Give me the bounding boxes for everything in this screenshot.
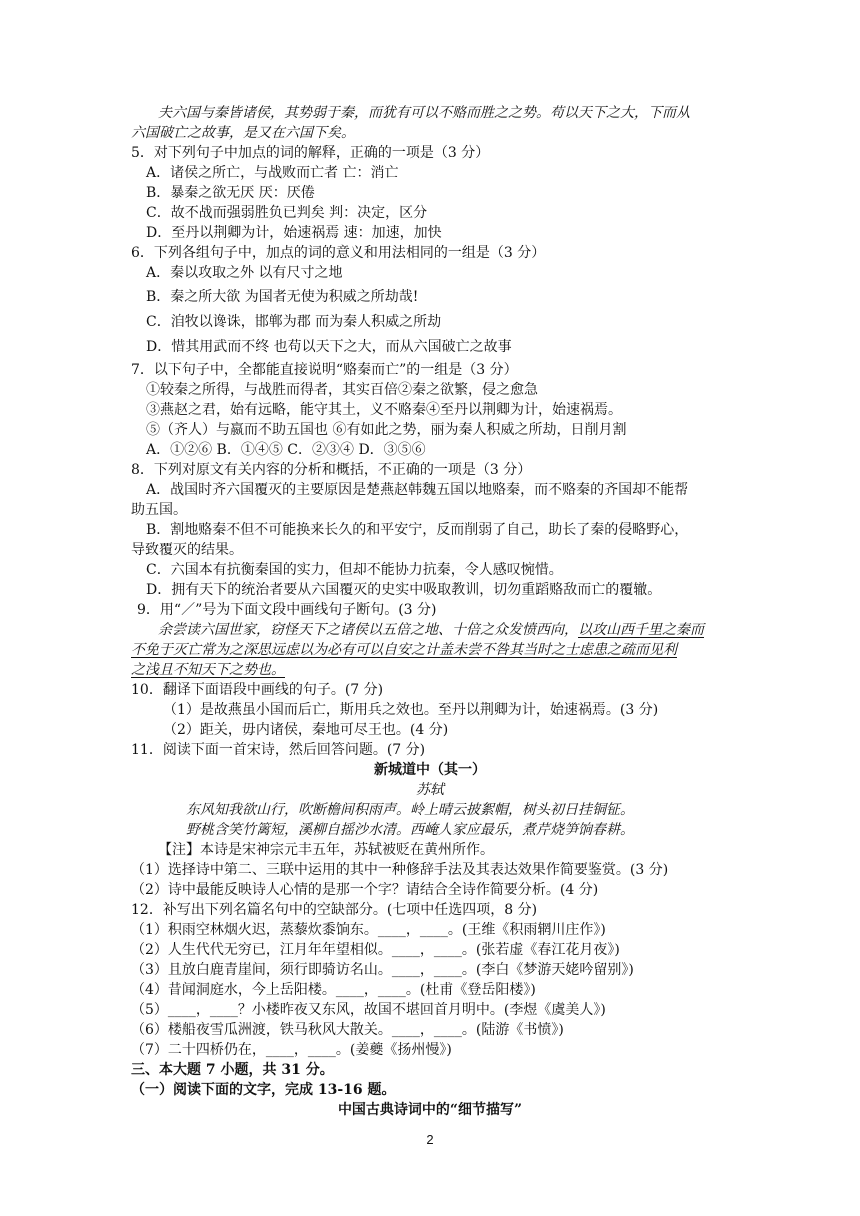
question-9-stem: 9．用“／”号为下面文段中画线句子断句。(3 分) [137,602,437,618]
section-heading: 三、本大题 7 小题，共 31 分。 [131,1062,334,1078]
underlined-passage: 不免于灭亡常为之深思远虑以为必有可以自安之计盖未尝不咎其当时之士虑患之疏而见利 [131,642,677,658]
question-6-stem: 6．下列各组句子中，加点的词的意义和用法相同的一组是（3 分） [131,245,546,261]
option-c: C．故不战而强弱胜负已判矣 判：决定，区分 [146,205,428,221]
question-11-stem: 11．阅读下面一首宋诗，然后回答问题。(7 分) [131,742,426,758]
fill-blank-item: （2）人生代代无穷已，江月年年望相似。____，____。(张若虚《春江花月夜》) [131,942,620,958]
option-b: B．割地赂秦不但不可能换来长久的和平安宁，反而削弱了自己，助长了秦的侵略野心， [146,522,689,538]
answer-options: A．①②⑥ B．①④⑤ C．②③④ D．③⑤⑥ [146,442,426,458]
option-a-cont: 助五国。 [131,502,187,518]
sentence-line: ①较秦之所得，与战胜而得者，其实百倍②秦之欲繁，侵之愈急 [146,382,538,398]
option-a: A．秦以攻取之外 以有尺寸之地 [146,265,343,281]
poem-line: 野桃含笑竹篱短，溪柳自摇沙水清。西崦人家应最乐，煮芹烧笋饷春耕。 [186,822,634,838]
option-b-cont: 导致覆灭的结果。 [131,542,243,558]
underlined-passage: 以攻山西千里之秦而 [578,622,704,638]
section-subheading: （一）阅读下面的文字，完成 13-16 题。 [131,1082,396,1098]
fill-blank-item: （4）昔闻洞庭水，今上岳阳楼。____，____。(杜甫《登岳阳楼》) [131,982,536,998]
underlined-passage: 之浅且不知天下之势也。 [131,662,285,678]
passage-line [158,620,704,640]
option-a: A．诸侯之所亡，与战败而亡者 亡：消亡 [146,165,399,181]
poem-note: 【注】本诗是宋神宗元丰五年，苏轼被贬在黄州所作。 [158,842,494,858]
passage-text: 余尝读六国世家，窃怪天下之诸侯以五倍之地、十倍之众发愤西向， [158,622,578,638]
page-number: 2 [426,1132,434,1147]
poem-title: 新城道中（其一） [374,762,486,778]
fill-blank-item: （3）且放白鹿青崖间，须行即骑访名山。____，____。(李白《梦游天姥吟留别》) [131,962,634,978]
sentence-line: ⑤（齐人）与嬴而不助五国也 ⑥有如此之势，丽为秦人积威之所劫，日削月割 [146,422,627,438]
option-c: C．洎牧以谗诛，邯郸为郡 而为秦人积威之所劫 [146,314,442,330]
article-title: 中国古典诗词中的“细节描写” [337,1102,523,1118]
sub-question: （1）选择诗中第二、三联中运用的其中一种修辞手法及其表达效果作简要鉴赏。(3 分) [131,862,669,878]
option-b: B．暴秦之欲无厌 厌：厌倦 [146,185,315,201]
fill-blank-item: （6）楼船夜雪瓜洲渡，铁马秋风大散关。____，____。(陆游《书愤》) [131,1022,564,1038]
translation-item: （2）距关，毋内诸侯，秦地可尽王也。(4 分) [163,722,449,738]
passage-line: 六国破亡之故事，是又在六国下矣。 [131,125,355,141]
fill-blank-item: （7）二十四桥仍在，____，____。(姜夔《扬州慢》) [131,1042,452,1058]
question-5-stem: 5．对下列句子中加点的词的解释，正确的一项是（3 分） [131,145,490,161]
sentence-line: ③燕赵之君，始有远略，能守其土，义不赂秦④至丹以荆卿为计，始速祸焉。 [146,402,622,418]
translation-item: （1）是故燕虽小国而后亡，斯用兵之效也。至丹以荆卿为计，始速祸焉。(3 分) [163,702,659,718]
question-8-stem: 8．下列对原文有关内容的分析和概括，不正确的一项是（3 分） [131,462,532,478]
option-d: D．至丹以荆卿为计，始速祸焉 速：加速，加快 [146,225,442,241]
question-10-stem: 10．翻译下面语段中画线的句子。(7 分) [131,682,384,698]
question-12-stem: 12．补写出下列名篇名句中的空缺部分。(七项中任选四项，8 分) [131,902,538,918]
sub-question: （2）诗中最能反映诗人心情的是那一个字？请结合全诗作简要分析。(4 分) [131,882,599,898]
option-d: D．拥有天下的统治者要从六国覆灭的史实中吸取教训，切勿重蹈赂敌而亡的覆辙。 [146,582,662,598]
option-d: D．惜其用武而不终 也苟以天下之大，而从六国破亡之故事 [146,339,512,355]
passage-line: 夫六国与秦皆诸侯，其势弱于秦，而犹有可以不赂而胜之之势。苟以天下之大，下而从 [158,105,690,121]
poem-line: 东风知我欲山行，吹断檐间积雨声。岭上晴云披絮帽，树头初日挂铜钲。 [186,802,634,818]
option-b: B．秦之所大欲 为国者无使为积威之所劫哉! [146,289,419,305]
option-a: A．战国时齐六国覆灭的主要原因是楚燕赵韩魏五国以地赂秦，而不赂秦的齐国却不能帮 [146,482,689,498]
question-7-stem: 7．以下句子中，全都能直接说明“赂秦而亡”的一组是（3 分） [131,362,518,378]
option-c: C．六国本有抗衡秦国的实力，但却不能协力抗秦，令人感叹惋惜。 [146,562,563,578]
fill-blank-item: （5）____，____？小楼昨夜又东风，故国不堪回首月明中。(李煜《虞美人》) [131,1002,606,1018]
poem-author: 苏轼 [416,782,444,798]
fill-blank-item: （1）积雨空林烟火迟，蒸藜炊黍饷东。____，____。(王维《积雨辋川庄作》) [131,922,606,938]
